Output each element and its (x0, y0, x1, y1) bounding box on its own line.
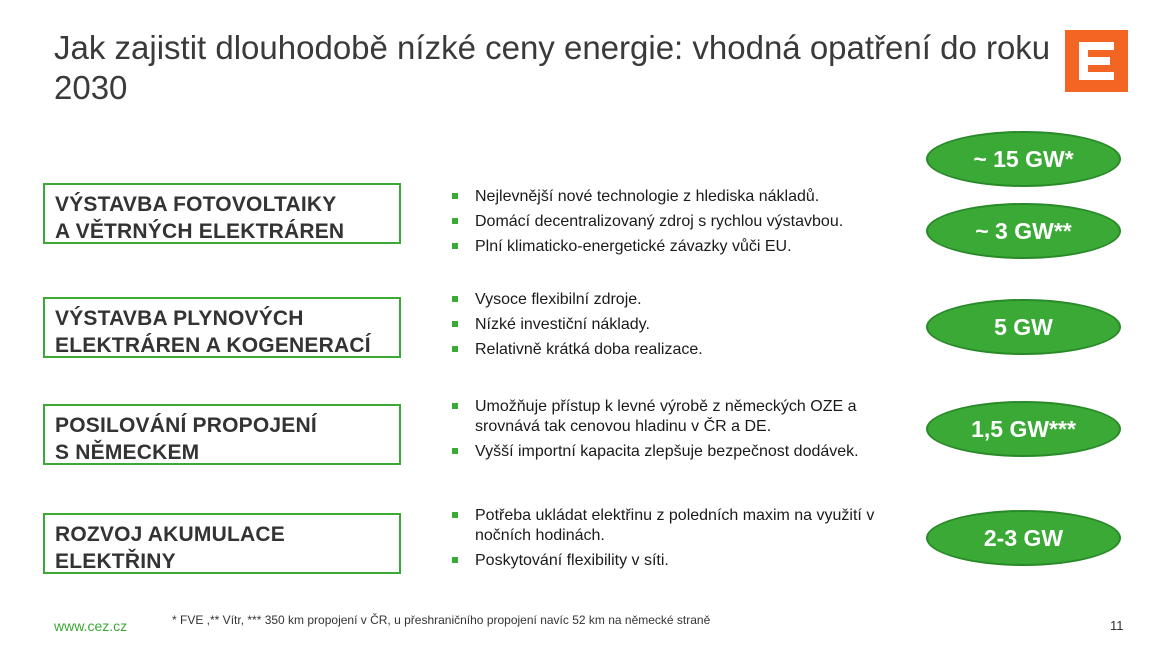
list-item: Vysoce flexibilní zdroje. (452, 290, 912, 310)
list-item: Nízké investiční náklady. (452, 315, 912, 335)
bullet-list-gas-plants (452, 290, 912, 365)
measure-label-line1: VÝSTAVBA FOTOVOLTAIKY (55, 193, 337, 216)
measure-label-line1: VÝSTAVBA PLYNOVÝCH (55, 307, 304, 330)
measure-box-storage (43, 513, 401, 574)
list-item: Vyšší importní kapacita zlepšuje bezpečnost dodávek. (452, 442, 912, 462)
measure-box-interconnection (43, 404, 401, 465)
measure-label-line1: POSILOVÁNÍ PROPOJENÍ (55, 414, 317, 437)
capacity-pill-gas: 5 GW (926, 299, 1121, 355)
capacity-pill-solar: ~ 15 GW* (926, 131, 1121, 187)
footer-url[interactable]: www.cez.cz (54, 618, 128, 634)
measure-label-line2: S NĚMECKEM (55, 441, 200, 464)
measure-box-solar-wind (43, 183, 401, 244)
capacity-pill-storage: 2-3 GW (926, 510, 1121, 566)
page-number: 11 (1110, 618, 1124, 633)
page-title: Jak zajistit dlouhodobě nízké ceny energie: vhodná opatření do roku 2030 (54, 29, 1051, 106)
measure-label-line2: ELEKTŘINY (55, 550, 176, 573)
list-item: Potřeba ukládat elektřinu z poledních maxim na využití v nočních hodinách. (452, 506, 912, 546)
list-item: Umožňuje přístup k levné výrobě z německých OZE a srovnává tak cenovou hladinu v ČR a DE. (452, 397, 912, 437)
bullet-list-interconnection (452, 397, 912, 467)
measure-label-line2: A VĚTRNÝCH ELEKTRÁREN (55, 220, 345, 243)
footnote: * FVE ,** Vítr, *** 350 km propojení v ČR, u přeshraničního propojení navíc 52 km na německé straně (172, 613, 711, 627)
list-item: Relativně krátká doba realizace. (452, 340, 912, 360)
measure-label-line2: ELEKTRÁREN A KOGENERACÍ (55, 334, 371, 357)
capacity-pill-interconnection: 1,5 GW*** (926, 401, 1121, 457)
capacity-pill-wind: ~ 3 GW** (926, 203, 1121, 259)
bullet-list-storage (452, 506, 912, 576)
list-item: Nejlevnější nové technologie z hlediska nákladů. (452, 187, 912, 207)
cez-logo-icon (1065, 30, 1128, 92)
measure-box-gas-plants (43, 297, 401, 358)
list-item: Domácí decentralizovaný zdroj s rychlou výstavbou. (452, 212, 912, 232)
list-item: Poskytování flexibility v síti. (452, 551, 912, 571)
measure-label-line1: ROZVOJ AKUMULACE (55, 523, 285, 546)
list-item: Plní klimaticko-energetické závazky vůči EU. (452, 237, 912, 257)
bullet-list-solar-wind (452, 187, 912, 262)
